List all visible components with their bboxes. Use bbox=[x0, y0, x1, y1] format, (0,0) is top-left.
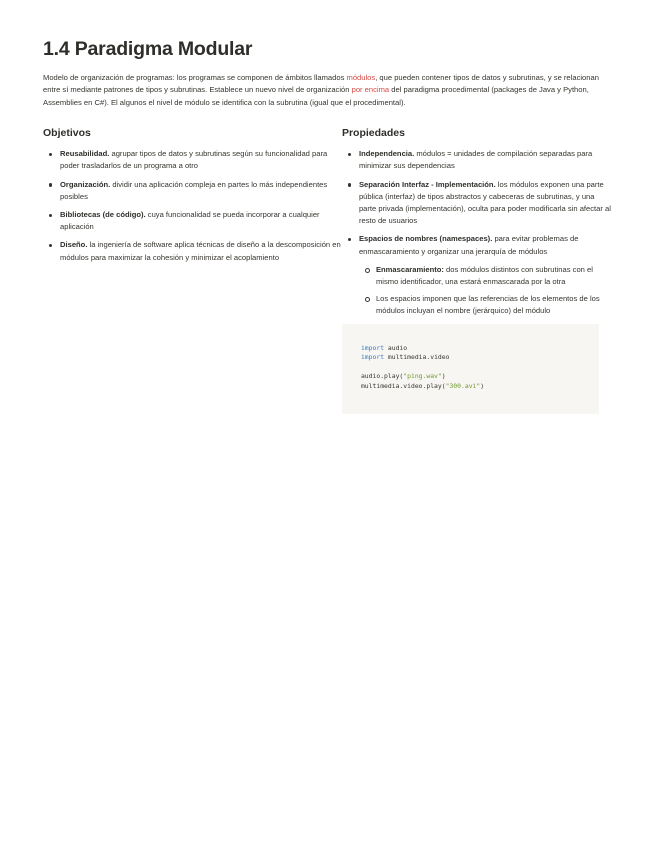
highlight-por-encima: por encima bbox=[351, 85, 390, 95]
code-text: ) bbox=[441, 372, 446, 381]
list-item bbox=[43, 148, 342, 172]
code-text: audio bbox=[384, 343, 408, 352]
intro-text: Modelo de organización de programas: los programas se componen de ámbitos llamados bbox=[43, 73, 347, 82]
code-line bbox=[361, 382, 599, 392]
objetivos-list bbox=[43, 148, 342, 264]
code-blank-line bbox=[361, 363, 599, 373]
list-item bbox=[43, 239, 342, 263]
objetivos-heading: Objetivos bbox=[43, 127, 91, 140]
intro-text: del paradigma procedimental (packages de Java y Python, Assemblies en C#). El algunos el nivel de módulo se identifica con la subrutina (igual que el procedimental). bbox=[43, 85, 589, 107]
code-string: "300.avi" bbox=[445, 382, 481, 391]
item-text: agrupar tipos de datos y subrutinas según su funcionalidad para poder trasladarlos de un programa a otro bbox=[60, 149, 328, 171]
code-keyword: import bbox=[360, 353, 385, 362]
item-text: la ingeniería de software aplica técnicas de diseño a la descomposición en módulos para maximizar la cohesión y minimizar el acoplamiento bbox=[60, 240, 341, 262]
columns bbox=[43, 127, 613, 413]
list-item bbox=[342, 233, 613, 317]
item-term: Organización. bbox=[60, 179, 111, 189]
code-line bbox=[361, 344, 599, 354]
sublist-item bbox=[359, 293, 613, 317]
code-keyword: import bbox=[360, 343, 385, 352]
intro-text: , que pueden contener tipos de datos y subrutinas, y se relacionan entre sí mediante patrones de tipos y subrutinas. Establece un nuevo nivel de organización bbox=[43, 73, 599, 95]
item-text: cuya funcionalidad se pueda incorporar a cualquier aplicación bbox=[60, 210, 320, 232]
code-block bbox=[342, 324, 599, 414]
namespaces-sublist bbox=[359, 264, 613, 318]
item-text: dos módulos distintos con subrutinas con el mismo identificador, una estará enmascarada por la otra bbox=[375, 264, 593, 287]
objetivos-column bbox=[43, 127, 342, 413]
highlight-modulos: módulos bbox=[346, 73, 376, 82]
item-text: para evitar problemas de enmascaramiento y organizar una jerarquía de módulos bbox=[358, 234, 579, 256]
list-item bbox=[342, 179, 613, 228]
list-item bbox=[342, 148, 613, 172]
code-text: ) bbox=[480, 382, 485, 391]
propiedades-heading: Propiedades bbox=[341, 127, 405, 140]
code-line bbox=[361, 372, 599, 382]
list-item bbox=[43, 209, 342, 233]
item-term: Independencia. bbox=[358, 149, 415, 159]
item-term: Reusabilidad. bbox=[60, 149, 110, 159]
code-string: "ping.wav" bbox=[403, 372, 442, 381]
propiedades-list bbox=[342, 148, 613, 317]
intro-paragraph bbox=[43, 72, 613, 109]
item-term: Enmascaramiento: bbox=[375, 264, 444, 274]
sublist-item bbox=[359, 264, 613, 288]
item-term: Separación Interfaz - Implementación. bbox=[358, 179, 496, 189]
item-term: Diseño. bbox=[60, 240, 88, 250]
propiedades-column bbox=[342, 127, 613, 413]
code-text: multimedia.video bbox=[384, 353, 450, 362]
page-title: 1.4 Paradigma Modular bbox=[43, 38, 253, 60]
item-term: Espacios de nombres (namespaces). bbox=[358, 234, 493, 244]
code-text: multimedia.video.play( bbox=[360, 382, 446, 391]
item-text: los módulos exponen una parte pública (interfaz) de tipos abstractos y cabeceras de subrutinas, y una parte privada (implementación), oculta para poder modificarla sin afectar al resto de usuarios bbox=[358, 179, 611, 226]
item-text: Los espacios imponen que las referencias de los elementos de los módulos incluyan el nombre (jerárquico) del módulo bbox=[375, 294, 600, 316]
code-line bbox=[361, 353, 599, 363]
list-item bbox=[43, 179, 342, 203]
code-text: audio.play( bbox=[360, 372, 404, 381]
item-text: módulos = unidades de compilación separadas para minimizar sus dependencias bbox=[358, 149, 593, 171]
item-term: Bibliotecas (de código). bbox=[60, 210, 146, 220]
item-text: dividir una aplicación compleja en partes lo más independientes posibles bbox=[60, 179, 328, 201]
